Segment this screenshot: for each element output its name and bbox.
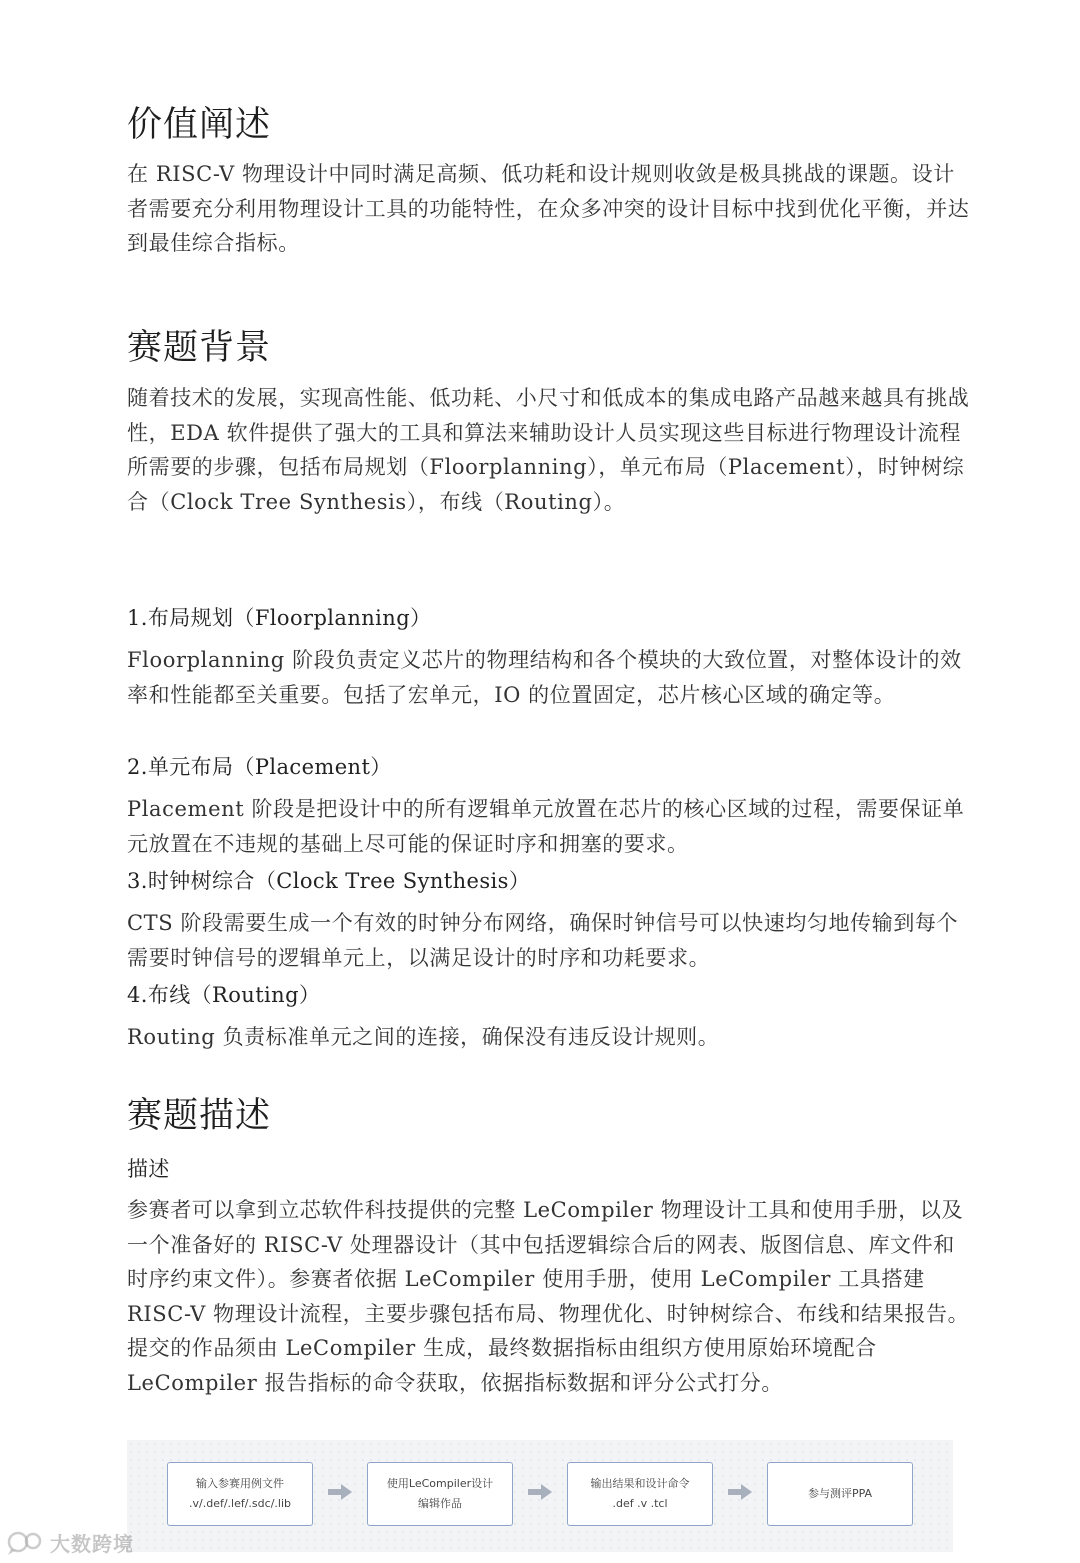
flow-step-line2: .v/.def/.lef/.sdc/.lib <box>189 1497 291 1510</box>
arrow-right-icon <box>328 1484 352 1500</box>
step-desc: Routing 负责标准单元之间的连接，确保没有违反设计规则。 <box>127 1025 720 1049</box>
flow-step-box <box>767 1462 913 1526</box>
section-subtitle: 描述 <box>127 1157 170 1181</box>
flow-step-box <box>567 1462 713 1526</box>
section-title-description: 赛题描述 <box>127 1096 272 1136</box>
step-title: 3.时钟树综合（Clock Tree Synthesis） <box>127 869 531 893</box>
watermark-text: 大数跨境 <box>50 1532 134 1556</box>
chat-bubble-icon <box>6 1530 46 1556</box>
section-title-background: 赛题背景 <box>127 328 272 368</box>
flow-step-line2: .def .v .tcl <box>612 1497 668 1510</box>
flow-diagram <box>127 1440 953 1552</box>
step-title: 1.布局规划（Floorplanning） <box>127 606 432 630</box>
step-title: 4.布线（Routing） <box>127 983 321 1007</box>
arrow-right-icon <box>728 1484 752 1500</box>
section-title-value: 价值阐述 <box>127 105 272 145</box>
flow-step-line1: 参与测评PPA <box>807 1487 873 1500</box>
flow-step-box <box>367 1462 513 1526</box>
watermark <box>6 1528 134 1557</box>
flow-step-line2: 编辑作品 <box>418 1497 462 1510</box>
step-title: 2.单元布局（Placement） <box>127 755 392 779</box>
step-desc: Floorplanning 阶段负责定义芯片的物理结构和各个模块的大致位置，对整体设计的效率和性能都至关重要。包括了宏单元，IO 的位置固定，芯片核心区域的确定等。 <box>127 648 962 707</box>
flow-step-line1: 输入参赛用例文件 <box>196 1477 284 1490</box>
step-desc: CTS 阶段需要生成一个有效的时钟分布网络，确保时钟信号可以快速均匀地传输到每个需要时钟信号的逻辑单元上，以满足设计的时序和功耗要求。 <box>127 911 959 970</box>
flow-step-line1: 使用LeCompiler设计 <box>386 1477 494 1490</box>
section-body-description: 参赛者可以拿到立芯软件科技提供的完整 LeCompiler 物理设计工具和使用手册，以及一个准备好的 RISC-V 处理器设计（其中包括逻辑综合后的网表、版图信息、库文件和时序约束文件）。参赛者依据 LeCompiler 使用手册，使用 LeCompiler 工具搭建 RISC-V 物理设计流程，主要步骤包括布局、物理优化、时钟树综合、布线和结果报告。提交的作品须由 LeCompiler 生成，最终数据指标由组织方使用原始环境配合 LeCompiler 报告指标的命令获取，依据指标数据和评分公式打分。 <box>127 1198 970 1395</box>
arrow-right-icon <box>528 1484 552 1500</box>
flow-step-box <box>167 1462 313 1526</box>
step-desc: Placement 阶段是把设计中的所有逻辑单元放置在芯片的核心区域的过程，需要保证单元放置在不违规的基础上尽可能的保证时序和拥塞的要求。 <box>127 797 965 856</box>
section-body-background: 随着技术的发展，实现高性能、低功耗、小尺寸和低成本的集成电路产品越来越具有挑战性，EDA 软件提供了强大的工具和算法来辅助设计人员实现这些目标进行物理设计流程所需要的步骤，包括布局规划（Floorplanning），单元布局（Placement），时钟树综合（Clock Tree Synthesis），布线（Routing）。 <box>127 386 970 514</box>
flow-step-line1: 输出结果和设计命令 <box>590 1477 690 1490</box>
section-body-value: 在 RISC-V 物理设计中同时满足高频、低功耗和设计规则收敛是极具挑战的课题。设计者需要充分利用物理设计工具的功能特性，在众多冲突的设计目标中找到优化平衡，并达到最佳综合指标。 <box>127 162 970 255</box>
